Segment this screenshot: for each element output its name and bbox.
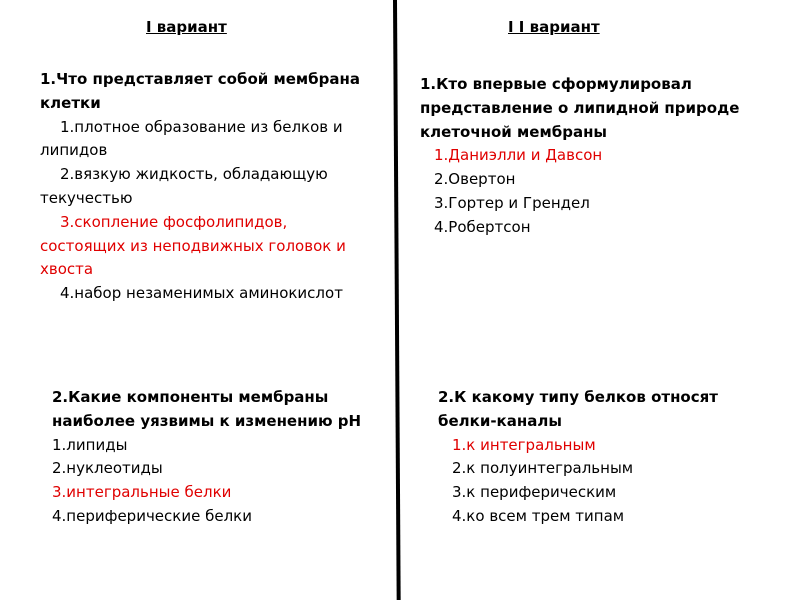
v1-q1-option1: 1.плотное образование из белков и липидов bbox=[40, 117, 343, 160]
v1-question1 bbox=[40, 68, 375, 306]
v1-q2-option2: 2.нуклеотиды bbox=[52, 459, 163, 478]
v1-question2 bbox=[52, 386, 382, 529]
v2-question1 bbox=[420, 73, 755, 240]
v2-q1-text: 1.Кто впервые сформулировал представление о липидной природе клеточной мембраны bbox=[420, 75, 740, 141]
variant1-header: I вариант bbox=[146, 18, 227, 36]
v2-q2-option4: 4.ко всем трем типам bbox=[452, 506, 625, 525]
v2-question2 bbox=[438, 386, 758, 529]
variant2-header: I I вариант bbox=[508, 18, 600, 36]
v1-q1-text: 1.Что представляет собой мембрана клетки bbox=[40, 70, 360, 112]
v2-q1-option3: 3.Гортер и Грендел bbox=[434, 193, 590, 212]
v2-q1-option2: 2.Овертон bbox=[434, 170, 516, 189]
v1-q2-option4: 4.периферические белки bbox=[52, 506, 252, 525]
v1-q2-option1: 1.липиды bbox=[52, 435, 128, 454]
v2-q2-option1: 1.к интегральным bbox=[452, 435, 596, 454]
v1-q1-option2: 2.вязкую жидкость, обладающую текучестью bbox=[40, 165, 328, 207]
v2-q2-option3: 3.к периферическим bbox=[452, 483, 617, 502]
v1-q1-option3: 3.скопление фосфолипидов, состоящих из неподвижных головок и хвоста bbox=[40, 212, 346, 279]
v1-q2-text: 2.Какие компоненты мембраны наиболее уязвимы к изменению pH bbox=[52, 388, 362, 430]
v2-q1-option4: 4.Робертсон bbox=[434, 217, 531, 236]
v1-q2-option3: 3.интегральные белки bbox=[52, 483, 232, 502]
column-divider bbox=[393, 0, 401, 600]
v2-q1-option1: 1.Даниэлли и Давсон bbox=[434, 146, 603, 165]
v2-q2-text: 2.К какому типу белков относят белки-каналы bbox=[438, 388, 718, 430]
v1-q1-option4: 4.набор незаменимых аминокислот bbox=[60, 284, 343, 303]
v2-q2-option2: 2.к полуинтегральным bbox=[452, 459, 634, 478]
